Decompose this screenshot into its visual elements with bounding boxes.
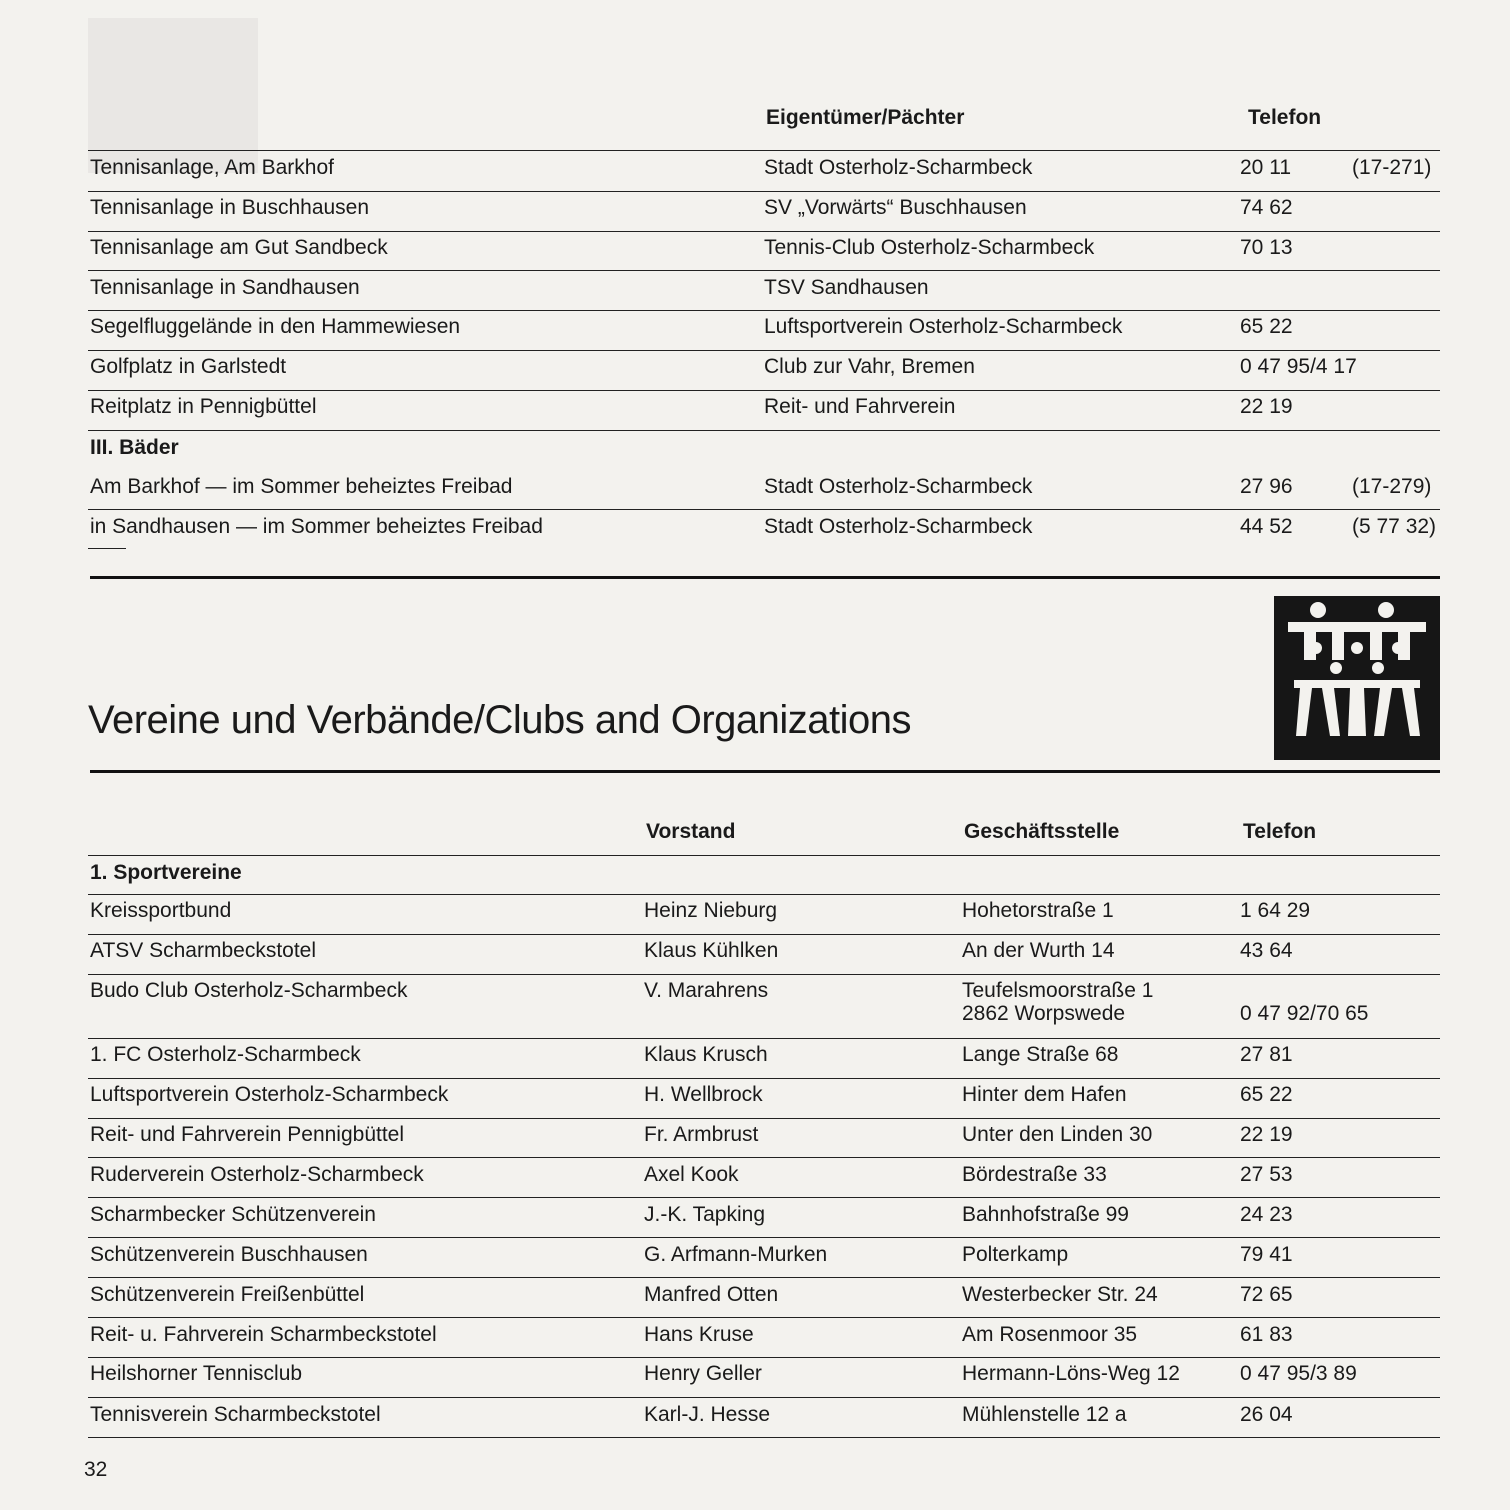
facility-owner: Stadt Osterholz-Scharmbeck [764,156,1033,179]
facility-owner: Stadt Osterholz-Scharmbeck [764,515,1033,538]
phone-column-header: Telefon [1248,106,1322,129]
table-row [88,192,1440,232]
club-name: Luftsportverein Osterholz-Scharmbeck [90,1083,449,1106]
club-board: Axel Kook [644,1163,739,1186]
section-heading-row [88,432,1440,472]
facility-owner: TSV Sandhausen [764,276,929,299]
section-heading-row [88,857,1440,897]
facility-phone: 44 52 [1240,515,1293,538]
club-phone: 27 81 [1240,1043,1293,1066]
club-name: Schützenverein Freißenbüttel [90,1283,365,1306]
table-rule [88,1157,1440,1158]
club-name: Scharmbecker Schützenverein [90,1203,376,1226]
club-board: Klaus Krusch [644,1043,768,1066]
club-board: V. Marahrens [644,979,769,1002]
page-title: Vereine und Verbände/Clubs and Organizations [88,698,912,742]
club-office: Hohetorstraße 1 [962,899,1114,922]
facility-extension: (17-279) [1352,475,1432,498]
club-phone: 61 83 [1240,1323,1293,1346]
club-office-line2: 2862 Worpswede [962,1002,1126,1025]
table-row [88,1039,1440,1079]
section-divider [90,576,1440,579]
club-phone: 72 65 [1240,1283,1293,1306]
club-name: Kreissportbund [90,899,232,922]
table-rule [88,150,1440,151]
club-office: Mühlenstelle 12 a [962,1403,1127,1426]
section-heading: 1. Sportvereine [90,861,242,884]
table-row [88,975,1440,1037]
club-phone: 65 22 [1240,1083,1293,1106]
table-row [88,1399,1440,1439]
sports-clubs-logo [1274,596,1440,760]
club-office: Unter den Linden 30 [962,1123,1153,1146]
club-board: Hans Kruse [644,1323,754,1346]
club-phone: 0 47 95/3 89 [1240,1362,1357,1385]
table-rule [88,1197,1440,1198]
club-board: Karl-J. Hesse [644,1403,771,1426]
facility-name: in Sandhausen — im Sommer beheiztes Freibad [90,515,543,538]
club-office: Hinter dem Hafen [962,1083,1127,1106]
table-row [88,1358,1440,1398]
club-name: Heilshorner Tennisclub [90,1362,303,1385]
facility-name: Golfplatz in Garlstedt [90,355,287,378]
table-row [88,1239,1440,1279]
facility-name: Tennisanlage in Sandhausen [90,276,360,299]
table-row [88,152,1440,192]
facility-phone: 70 13 [1240,236,1293,259]
club-office: An der Wurth 14 [962,939,1115,962]
table-row [88,1319,1440,1359]
facility-owner: Stadt Osterholz-Scharmbeck [764,475,1033,498]
facility-name: Tennisanlage in Buschhausen [90,196,370,219]
table-rule [88,1277,1440,1278]
facility-phone: 20 11 [1240,156,1291,179]
facility-extension: (17-271) [1352,156,1432,179]
table-row [88,311,1440,351]
table-row [88,895,1440,935]
club-phone: 24 23 [1240,1203,1293,1226]
facility-phone: 0 47 95/4 17 [1240,355,1357,378]
table-rule [88,548,126,549]
table-rule [88,509,1440,510]
club-board: G. Arfmann-Murken [644,1243,828,1266]
table-row [88,232,1440,272]
club-name: Reit- und Fahrverein Pennigbüttel [90,1123,405,1146]
table-row [88,351,1440,391]
board-column-header: Vorstand [646,820,736,843]
club-board: J.-K. Tapking [644,1203,766,1226]
club-name: ATSV Scharmbeckstotel [90,939,317,962]
table-row [88,1119,1440,1159]
table-rule [88,430,1440,431]
table-row [88,391,1440,431]
table-row [88,1199,1440,1239]
club-name: Ruderverein Osterholz-Scharmbeck [90,1163,424,1186]
table-rule [88,270,1440,271]
club-board: Fr. Armbrust [644,1123,759,1146]
office-column-header: Geschäftsstelle [964,820,1120,843]
club-office: Hermann-Löns-Weg 12 [962,1362,1180,1385]
club-phone: 26 04 [1240,1403,1293,1426]
facility-phone: 74 62 [1240,196,1293,219]
table-row [88,471,1440,511]
club-name: Tennisverein Scharmbeckstotel [90,1403,381,1426]
club-board: H. Wellbrock [644,1083,763,1106]
club-phone: 43 64 [1240,939,1293,962]
club-office: Westerbecker Str. 24 [962,1283,1158,1306]
facility-name: Tennisanlage, Am Barkhof [90,156,334,179]
people-figures-icon [1274,596,1440,760]
table-row [88,272,1440,312]
table-row [88,511,1440,551]
title-underline [90,770,1440,773]
club-name: 1. FC Osterholz-Scharmbeck [90,1043,361,1066]
club-board: Manfred Otten [644,1283,779,1306]
facility-name: Reitplatz in Pennigbüttel [90,395,317,418]
table-rule [88,1437,1440,1438]
table-rule [88,855,1440,856]
club-office: Polterkamp [962,1243,1069,1266]
club-office: Bahnhofstraße 99 [962,1203,1129,1226]
club-office: Am Rosenmoor 35 [962,1323,1138,1346]
club-office: Lange Straße 68 [962,1043,1119,1066]
club-phone: 1 64 29 [1240,899,1311,922]
club-office: Bördestraße 33 [962,1163,1107,1186]
facility-owner: Tennis-Club Osterholz-Scharmbeck [764,236,1095,259]
club-office: Teufelsmoorstraße 1 [962,979,1154,1002]
owner-column-header: Eigentümer/Pächter [766,106,965,129]
section-heading: III. Bäder [90,436,179,459]
facility-extension: (5 77 32) [1352,515,1437,538]
table-row [88,1279,1440,1319]
facility-owner: SV „Vorwärts“ Buschhausen [764,196,1027,219]
club-phone: 79 41 [1240,1243,1293,1266]
club-phone: 0 47 92/70 65 [1240,1002,1369,1025]
page-number: 32 [84,1458,108,1481]
table-rule [88,1317,1440,1318]
club-board: Klaus Kühlken [644,939,779,962]
club-board: Heinz Nieburg [644,899,778,922]
table-rule [88,1397,1440,1398]
facility-phone: 22 19 [1240,395,1293,418]
club-phone: 22 19 [1240,1123,1293,1146]
facility-name: Am Barkhof — im Sommer beheiztes Freibad [90,475,513,498]
club-name: Schützenverein Buschhausen [90,1243,368,1266]
club-name: Reit- u. Fahrverein Scharmbeckstotel [90,1323,437,1346]
phone-column-header: Telefon [1243,820,1317,843]
facility-owner: Reit- und Fahrverein [764,395,956,418]
facility-name: Tennisanlage am Gut Sandbeck [90,236,388,259]
facility-name: Segelfluggelände in den Hammewiesen [90,315,461,338]
club-phone: 27 53 [1240,1163,1293,1186]
facility-owner: Luftsportverein Osterholz-Scharmbeck [764,315,1123,338]
facility-owner: Club zur Vahr, Bremen [764,355,975,378]
club-board: Henry Geller [644,1362,762,1385]
table-row [88,1159,1440,1199]
table-rule [88,1237,1440,1238]
facility-phone: 27 96 [1240,475,1293,498]
table-row [88,935,1440,975]
club-name: Budo Club Osterholz-Scharmbeck [90,979,408,1002]
table-row [88,1079,1440,1119]
facility-phone: 65 22 [1240,315,1293,338]
